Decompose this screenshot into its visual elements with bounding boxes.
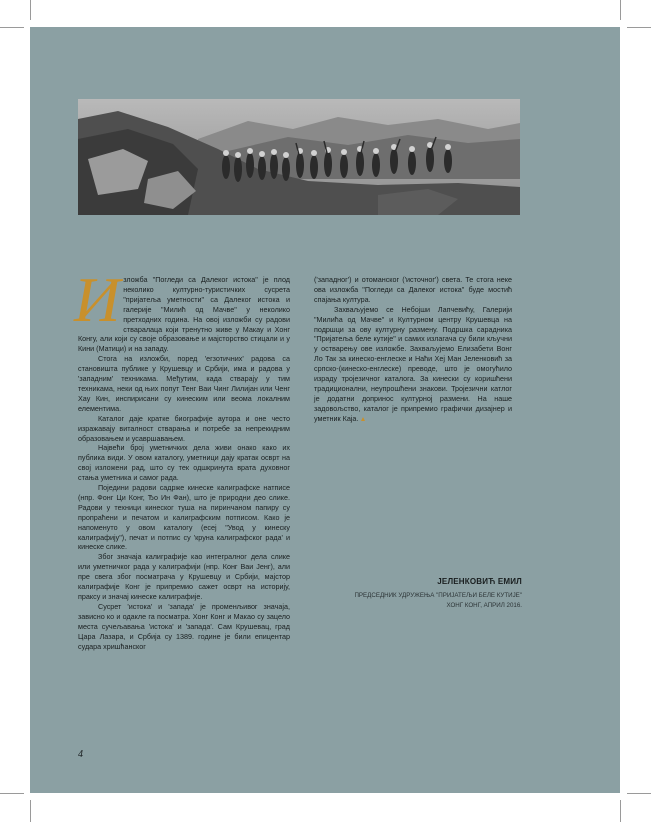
article-paragraph: Сусрет 'истока' и 'запада' је променљивог значаја, зависно ко и одакле га посматра. Хонг Конг и Макао су зацело места сучељавања 'истока' и 'запада'. Сам Крушевац, град Цара Лазара, и Србија су 1389. године је били епицентар судара хришћанског bbox=[78, 601, 290, 651]
trim-mark bbox=[0, 27, 24, 28]
end-mark-icon bbox=[360, 416, 366, 422]
trim-mark bbox=[627, 27, 651, 28]
group-photo-mountains-icon bbox=[78, 99, 520, 215]
trim-mark bbox=[30, 800, 31, 822]
author-name: ЈЕЛЕНКОВИЋ ЕМИЛ bbox=[437, 577, 522, 586]
article-paragraph: Поједини радови садрже кинеске калиграфске натписе (нпр. Фонг Ци Конг, Ђо Ин Фан), што је природни део слике. Радови у техници кинеског туша на пиринчаном папиру су пропраћени и печатом и калиграфским потписом. Како је напоменуто у овом каталогу (есеј "Увод у кинеску калиграфију"), печат и потпис су 'круна калиграфског рада' и кинеске слике. bbox=[78, 483, 290, 552]
article-paragraph: Стога на изложби, поред 'егзотичних' радова са становишта публике у Крушевцу и Србији, има и радова у 'западним' техникама. Међутим, када стварају у тим техникама, неки од њих попут Тенг Ваи Чинг Лилијан или Ченг Хау Кин, инспирисани су кинеским или веома локалним елементима. bbox=[78, 354, 290, 413]
drop-cap: И bbox=[74, 264, 121, 335]
trim-mark bbox=[620, 800, 621, 822]
place-date: ХОНГ КОНГ, АПРИЛ 2016. bbox=[446, 602, 522, 609]
article-paragraph: Каталог даје кратке биографије аутора и оне често изражавају виталност стварања и потребе за непрекидним образовањем и усавршавањем. bbox=[78, 413, 290, 443]
article-paragraph: Највећи број уметничких дела живи онако како их публика види. У овом каталогу, уметници дају кратак осврт на свој изложени рад, што су тек одшкринута врата духовног стања уметника и самог рада. bbox=[78, 443, 290, 483]
article-paragraph: ('западног') и отоманског ('источног') света. Те стога неке ова изложба "Погледи са Далеког истока" буде мостић спајања култура. bbox=[314, 275, 512, 304]
article-right-column bbox=[314, 275, 512, 424]
author-title: ПРЕДСЕДНИК УДРУЖЕЊА "ПРИЈАТЕЉИ БЕЛЕ КУТИЈЕ" bbox=[354, 592, 522, 599]
trim-mark bbox=[620, 0, 621, 20]
trim-mark bbox=[627, 793, 651, 794]
page-number: 4 bbox=[78, 749, 83, 760]
document-page bbox=[30, 27, 620, 793]
signature-block bbox=[354, 577, 522, 611]
article-paragraph: Изложба "Погледи са Далеког истока" је плод неколико културно-туристичких сусрета "пријатеља уметности" са Далеког истока и галерије "Милић од Мачве" у неколико претходних година. На овој изложби су радови стваралаца који тренутно живе у Макау и Хонг Конгу, али који су своје образовање и мајсторство стицали и у Кини (Матици) и на западу. bbox=[74, 264, 290, 354]
article-left-column bbox=[74, 264, 290, 651]
trim-mark bbox=[30, 0, 31, 20]
article-paragraph: Због значаја калиграфије као интегралног дела слике или уметничког рада у калиграфији (нпр. Конг Ваи Јенг), али пре свега због посматрача у Крушевцу и Србији, мајстор калиграфије Конг је припремио сажет осврт на историју, праксу и значај кинеске калиграфије. bbox=[78, 552, 290, 601]
trim-mark bbox=[0, 793, 24, 794]
article-paragraph: Захваљујемо се Небојши Лапчевићу, Галерији "Милића од Мачве" и Културном центру Крушевца на подршци за ову културну размену. Подршка сарадника "Пријатеља беле кутије" и самих излагача су били кључни у остварењу ове изложбе. Захваљујемо Елизабети Вонг Ло Так за кинеско-енглеске и Наћи Хеј Ман Јеленковић за српско-(кинеско-енглеске) преводе, што је омогућило израду тројезичног каталога. За кинески су коришћени традиционални, неупрошћени знакови. Тројезични катлог је додатни допринос културној размени. На наше задовољство, каталог је припремио графички дизајнер и уметник Каја. bbox=[314, 304, 512, 423]
